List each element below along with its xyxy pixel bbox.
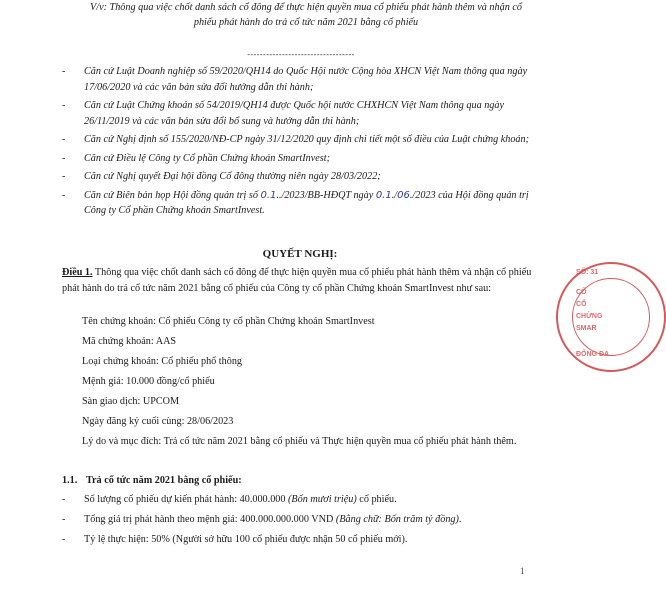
subject-line-1: V/v: Thông qua việc chốt danh sách cổ đông để thực hiện quyền mua cổ phiếu phát hành thêm và nhận cổ bbox=[90, 2, 522, 13]
legal-basis-item: - Căn cứ Điều lệ Công ty Cổ phần Chứng khoán SmartInvest; bbox=[62, 152, 330, 164]
subject-separator: ---------------------------------- bbox=[247, 50, 355, 59]
legal-basis-item: - Căn cứ Luật Doanh nghiệp số 59/2020/QH14 do Quốc Hội nước Cộng hòa XHCN Việt Nam thông qua ngày 17/06/2020 và các văn bản sửa đổi hướng dẫn thi hành; bbox=[62, 66, 528, 93]
dividend-ratio: - Tỷ lệ thực hiện: 50% (Người sở hữu 100 cổ phiếu được nhận 50 cổ phiếu mới). bbox=[62, 534, 408, 545]
article-1-label: Điều 1. bbox=[62, 267, 93, 278]
info-ticker: Mã chứng khoán: AAS bbox=[82, 336, 177, 347]
info-exchange: Sàn giao dịch: UPCOM bbox=[82, 396, 180, 407]
legal-basis-item: - Căn cứ Nghị quyết Đại hội đồng Cổ đông thường niên ngày 28/03/2022; bbox=[62, 171, 381, 182]
seal-text-line: CHỨNG bbox=[576, 313, 603, 320]
article-1-text: Thông qua việc chốt danh sách cổ đông để thực hiện quyền mua cổ phiếu phát hành thêm và nhận cổ phiếu phát hành do trả cổ tức năm 2021 bằng cổ phiếu của Công ty cổ phần Chứng khoán SmartInvest như sau: bbox=[62, 267, 532, 294]
resolution-heading: QUYẾT NGHỊ: bbox=[262, 248, 338, 260]
dividend-total-value: - Tổng giá trị phát hành theo mệnh giá: 400.000.000.000 VND (Bằng chữ: Bốn trăm tỷ đồng). bbox=[62, 514, 462, 525]
dividend-details-list bbox=[62, 492, 542, 552]
info-purpose: Lý do và mục đích: Trả cổ tức năm 2021 bằng cổ phiếu và Thực hiện quyền mua cổ phiếu phát hành thêm. bbox=[82, 436, 517, 447]
info-par-value: Mệnh giá: 10.000 đồng/cổ phiếu bbox=[82, 376, 215, 387]
seal-text-line: SỐ: 31 bbox=[576, 269, 599, 276]
seal-text-line: CỔ bbox=[576, 301, 587, 308]
info-record-date: Ngày đăng ký cuối cùng: 28/06/2023 bbox=[82, 416, 234, 427]
handwritten-month: 06 bbox=[397, 189, 410, 201]
section-1-1-heading bbox=[62, 475, 242, 486]
legal-basis-item-board-minutes: - Căn cứ Biên bản họp Hội đồng quản trị số 0.1../2023/BB-HĐQT ngày 0.1./06./2023 của Hội đồng quản trị Công ty Cổ phần Chứng khoán SmartInvest. bbox=[62, 189, 529, 216]
legal-basis-item: - Căn cứ Luật Chứng khoán số 54/2019/QH14 được Quốc hội nước CHXHCN Việt Nam thông qua ngày 26/11/2019 và các văn bản sửa đổi bổ sung và hướng dẫn thi hành; bbox=[62, 100, 505, 127]
subject-line-2: phiếu phát hành do trả cổ tức năm 2021 bằng cổ phiếu bbox=[193, 17, 419, 28]
seal-text-line: SMAR bbox=[576, 325, 597, 332]
seal-text-line: CÔ bbox=[576, 289, 587, 296]
info-security-name: Tên chứng khoán: Cổ phiếu Công ty cổ phần Chứng khoán SmartInvest bbox=[82, 316, 375, 327]
handwritten-day: 0.1 bbox=[375, 189, 392, 201]
handwritten-minutes-number: 0.1 bbox=[260, 189, 277, 201]
legal-basis-list bbox=[62, 64, 552, 222]
seal-text-line: ĐỐNG ĐA bbox=[576, 351, 610, 358]
info-security-type: Loại chứng khoán: Cổ phiếu phổ thông bbox=[82, 356, 243, 367]
legal-basis-item: - Căn cứ Nghị định số 155/2020/NĐ-CP ngày 31/12/2020 quy định chi tiết một số điều của Luật chứng khoán; bbox=[62, 134, 529, 145]
document-subject bbox=[56, 0, 556, 30]
section-title: Trả cổ tức năm 2021 bằng cổ phiếu: bbox=[86, 475, 242, 486]
securities-info-list bbox=[82, 314, 542, 454]
section-number: 1.1. bbox=[62, 475, 78, 486]
dividend-share-quantity: - Số lượng cổ phiếu dự kiến phát hành: 40.000.000 (Bốn mươi triệu) cổ phiếu. bbox=[62, 494, 397, 505]
article-1 bbox=[62, 265, 542, 296]
company-seal-stamp bbox=[556, 262, 666, 372]
page-number: 1 bbox=[520, 566, 525, 576]
